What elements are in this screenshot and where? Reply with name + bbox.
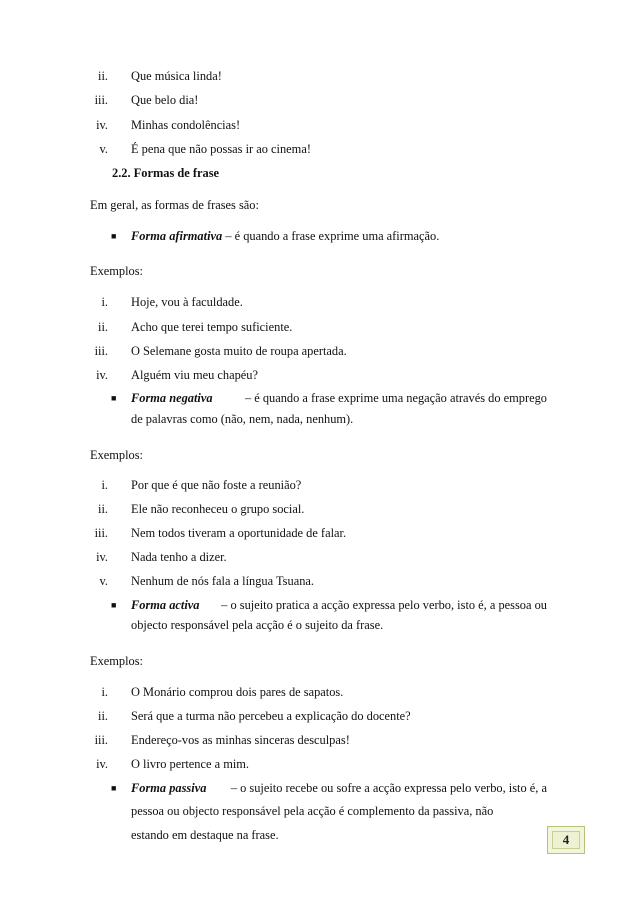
definition-text: – é quando a frase exprime uma afirmação.	[225, 229, 440, 243]
list-item: Nem todos tiveram a oportunidade de falar.	[131, 526, 347, 540]
examples-label: Exemplos:	[90, 264, 143, 278]
list-item: O Selemane gosta muito de roupa apertada.	[131, 344, 347, 358]
list-item-number: i.	[101, 685, 108, 699]
definition-text: – o sujeito pratica a acção expressa pelo verbo, isto é, a pessoa ou	[221, 598, 547, 612]
list-item: Será que a turma não percebeu a explicação do docente?	[131, 709, 411, 723]
page-number: 4	[552, 831, 580, 849]
definition-activa-line2: objecto responsável pela acção é o sujeito da frase.	[131, 618, 384, 632]
list-item-number: iii.	[94, 344, 108, 358]
list-item: Por que é que não foste a reunião?	[131, 478, 302, 492]
term-activa: Forma activa	[131, 598, 200, 612]
list-item-number: iv.	[96, 118, 108, 132]
list-item: Que belo dia!	[131, 93, 199, 107]
list-item: Ele não reconheceu o grupo social.	[131, 502, 305, 516]
intro-paragraph: Em geral, as formas de frases são:	[90, 198, 259, 212]
square-bullet-icon: ■	[111, 393, 117, 403]
definition-passiva-line1	[131, 780, 547, 796]
list-item: Que música linda!	[131, 69, 222, 83]
square-bullet-icon: ■	[111, 231, 117, 241]
examples-label: Exemplos:	[90, 448, 143, 462]
list-item-number: ii.	[98, 69, 108, 83]
list-item: O Monário comprou dois pares de sapatos.	[131, 685, 344, 699]
list-item-number: ii.	[98, 709, 108, 723]
list-item-number: iii.	[94, 733, 108, 747]
list-item-number: i.	[101, 478, 108, 492]
list-item-number: ii.	[98, 320, 108, 334]
list-item: Nenhum de nós fala a língua Tsuana.	[131, 574, 314, 588]
term-negativa: Forma negativa	[131, 391, 213, 405]
term-passiva: Forma passiva	[131, 781, 207, 795]
list-item: Hoje, vou à faculdade.	[131, 295, 243, 309]
definition-passiva-line2: pessoa ou objecto responsável pela acção é complemento da passiva, não	[131, 804, 494, 818]
term-afirmativa: Forma afirmativa	[131, 229, 223, 243]
list-item: O livro pertence a mim.	[131, 757, 250, 771]
list-item-number: iii.	[94, 93, 108, 107]
list-item-number: iv.	[96, 368, 108, 382]
list-item-number: ii.	[98, 502, 108, 516]
list-item: Endereço-vos as minhas sinceras desculpas!	[131, 733, 350, 747]
list-item: Nada tenho a dizer.	[131, 550, 227, 564]
list-item: Acho que terei tempo suficiente.	[131, 320, 293, 334]
definition-text: – é quando a frase exprime uma negação através do emprego	[244, 391, 547, 405]
list-item-number: v.	[99, 142, 108, 156]
list-item-number: iv.	[96, 550, 108, 564]
definition-negativa-line2: de palavras como (não, nem, nada, nenhum).	[131, 412, 354, 426]
list-item-number: iv.	[96, 757, 108, 771]
definition-text: – o sujeito recebe ou sofre a acção expressa pelo verbo, isto é, a	[230, 781, 547, 795]
definition-afirmativa	[131, 228, 439, 244]
definition-activa-line1	[131, 597, 547, 613]
definition-passiva-line3: estando em destaque na frase.	[131, 828, 279, 842]
list-item-number: iii.	[94, 526, 108, 540]
list-item: Alguém viu meu chapéu?	[131, 368, 258, 382]
definition-negativa-line1	[131, 390, 547, 406]
square-bullet-icon: ■	[111, 600, 117, 610]
list-item: Minhas condolências!	[131, 118, 241, 132]
page-number-box	[547, 826, 585, 854]
square-bullet-icon: ■	[111, 783, 117, 793]
list-item: É pena que não possas ir ao cinema!	[131, 142, 311, 156]
examples-label: Exemplos:	[90, 654, 143, 668]
list-item-number: i.	[101, 295, 108, 309]
section-heading: 2.2. Formas de frase	[112, 166, 220, 180]
list-item-number: v.	[99, 574, 108, 588]
